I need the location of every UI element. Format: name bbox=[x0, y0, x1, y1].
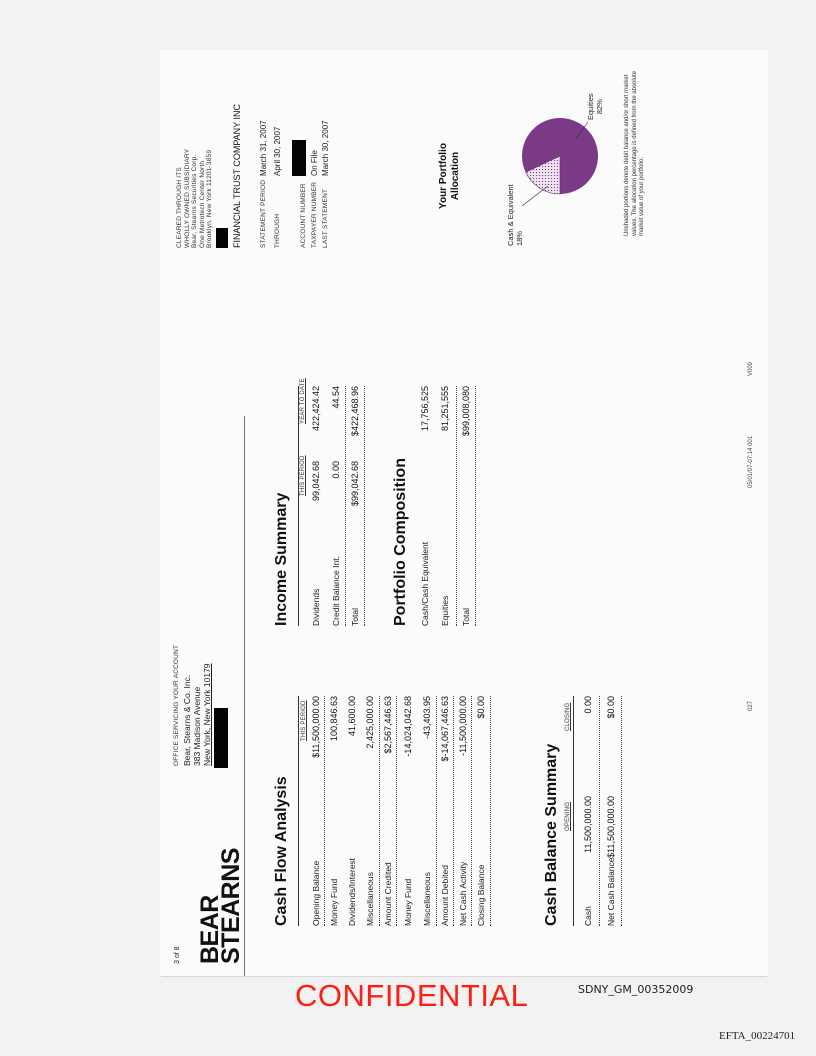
amount-debited-label: Amount Debited bbox=[440, 865, 450, 926]
net-cash-opening-value: $11,500,000.00 bbox=[606, 796, 616, 858]
dotted-rule bbox=[453, 696, 454, 926]
cash-equivalent-label: Cash/Cash Equivalent bbox=[420, 541, 430, 626]
cash-balance-rule bbox=[573, 696, 574, 926]
account-number-label: ACCOUNT NUMBER bbox=[300, 183, 307, 248]
dotted-rule bbox=[490, 696, 491, 926]
opening-balance-label: Opening Balance bbox=[311, 860, 321, 926]
allocation-title-line-1: Your Portfolio bbox=[438, 143, 449, 209]
income-total-label: Total bbox=[350, 608, 360, 626]
clearing-line-1: CLEARED THROUGH ITS bbox=[176, 167, 183, 248]
dotted-rule bbox=[364, 386, 365, 626]
income-col-ytd: YEAR TO DATE bbox=[300, 378, 306, 424]
credit-interest-ytd: 44.54 bbox=[331, 386, 341, 409]
footer-code-mid: 05/01/07-07:14 001 bbox=[748, 435, 754, 488]
money-fund-credit-value: 100,846.63 bbox=[329, 696, 339, 742]
closing-balance-label: Closing Balance bbox=[476, 864, 486, 926]
money-fund-debit-value: -14,024,042.68 bbox=[403, 696, 413, 757]
efta-number: EFTA_00224701 bbox=[719, 1030, 796, 1042]
income-total-this-period: $99,042.68 bbox=[350, 461, 360, 507]
income-col-this-period: THIS PERIOD bbox=[300, 455, 306, 496]
allocation-title-line-2: Allocation bbox=[450, 151, 461, 201]
amount-credited-label: Amount Credited bbox=[383, 862, 393, 926]
allocation-title bbox=[438, 116, 462, 236]
cash-opening-value: 11,500,000.00 bbox=[583, 796, 593, 853]
opening-balance-value: $11,500,000.00 bbox=[311, 696, 321, 758]
statement-period-value: March 31, 2007 bbox=[259, 120, 268, 176]
taxpayer-number-value: On File bbox=[310, 150, 319, 176]
dividends-ytd: 422,424.42 bbox=[311, 386, 321, 432]
money-fund-credit-label: Money Fund bbox=[329, 878, 339, 926]
dividends-label: Dividends bbox=[311, 588, 321, 626]
last-statement-value: March 30, 2007 bbox=[321, 120, 330, 176]
client-name: FINANCIAL TRUST COMPANY INC bbox=[232, 103, 242, 248]
net-cash-activity-label: Net Cash Activity bbox=[458, 861, 468, 926]
dividends-interest-label: Dividends/Interest bbox=[347, 857, 357, 926]
equities-label: Equities bbox=[440, 595, 450, 626]
servicing-office-block bbox=[172, 645, 212, 766]
portfolio-total-label: Total bbox=[461, 608, 471, 626]
clearing-line-3: Bear, Stearns Securities Corp. bbox=[191, 154, 198, 248]
bates-number: SDNY_GM_00352009 bbox=[578, 983, 694, 996]
equities-legend-pct: 82% bbox=[595, 99, 604, 115]
dotted-rule bbox=[379, 696, 380, 926]
dotted-rule bbox=[345, 386, 346, 626]
net-cash-closing-value: $0.00 bbox=[606, 696, 616, 719]
cash-label: Cash bbox=[583, 906, 593, 926]
dotted-rule bbox=[475, 386, 476, 626]
dotted-rule bbox=[324, 696, 325, 926]
dotted-rule bbox=[396, 696, 397, 926]
bear-stearns-logo bbox=[196, 848, 245, 964]
cash-flow-title-rule bbox=[298, 696, 299, 926]
rotated-statement bbox=[160, 50, 768, 976]
redaction-box bbox=[214, 708, 228, 768]
logo-line-1: BEAR bbox=[196, 895, 224, 964]
cash-balance-col-opening: OPENING bbox=[565, 801, 571, 831]
income-title-rule bbox=[298, 386, 299, 626]
footer-code-left: 027 bbox=[748, 700, 754, 711]
cash-flow-col-this-period: THIS PERIOD bbox=[301, 700, 307, 741]
cash-balance-col-closing: CLOSING bbox=[565, 702, 571, 731]
allocation-footnote: Unshaded portions denote debit balance and/or short market values. The allocation percentage is defined from the absolute market value of your portfolio. bbox=[624, 71, 645, 236]
office-line-2: 383 Madison Avenue bbox=[192, 686, 202, 766]
dividends-interest-value: 41,600.00 bbox=[347, 696, 357, 737]
clearing-firm-block bbox=[176, 149, 214, 248]
office-heading: OFFICE SERVICING YOUR ACCOUNT bbox=[173, 644, 180, 766]
through-label: THROUGH bbox=[274, 213, 281, 248]
last-statement-label: LAST STATEMENT bbox=[322, 188, 329, 248]
cash-legend-pct: 18% bbox=[515, 230, 524, 246]
equities-legend bbox=[586, 93, 604, 120]
equities-legend-label: Equities bbox=[586, 93, 595, 120]
income-summary-title: Income Summary bbox=[273, 492, 290, 626]
dotted-rule bbox=[599, 696, 600, 926]
dotted-rule bbox=[436, 696, 437, 926]
page-number: 3 of 8 bbox=[174, 946, 181, 964]
credit-balance-interest-label: Credit Balance Int. bbox=[331, 556, 341, 626]
misc-credit-label: Miscellaneous bbox=[365, 872, 375, 926]
clearing-line-5: Brooklyn, New York 11201-3859 bbox=[206, 149, 213, 248]
office-line-1: Bear, Stearns & Co. Inc. bbox=[182, 674, 192, 766]
amount-debited-value: $-14,067,446.63 bbox=[440, 696, 450, 762]
income-total-ytd: $422,468.96 bbox=[350, 386, 360, 437]
cash-closing-value: 0.00 bbox=[583, 696, 593, 714]
portfolio-total-value: $99,008,080 bbox=[461, 386, 471, 437]
dividends-this-period: 99,042.68 bbox=[311, 461, 321, 502]
misc-debit-label: Miscellaneous bbox=[422, 872, 432, 926]
office-line-3: New York, New York 10179 bbox=[202, 663, 212, 766]
amount-credited-value: $2,567,446.63 bbox=[383, 696, 393, 754]
credit-interest-this-period: 0.00 bbox=[331, 461, 341, 479]
dotted-rule bbox=[456, 386, 457, 626]
cash-legend-label: Cash & Equivalent bbox=[506, 184, 515, 246]
portfolio-composition-title: Portfolio Composition bbox=[392, 458, 409, 626]
statement-period-label: STATEMENT PERIOD bbox=[260, 179, 267, 248]
net-cash-activity-value: -11,500,000.00 bbox=[458, 696, 468, 756]
cash-legend bbox=[506, 184, 524, 246]
clearing-line-2: WHOLLY OWNED SUBSIDIARY bbox=[183, 148, 191, 248]
closing-balance-value: $0.00 bbox=[476, 696, 486, 719]
dotted-rule bbox=[471, 696, 472, 926]
cash-leader-line bbox=[522, 186, 548, 206]
cash-equivalent-value: 17,756,525 bbox=[420, 386, 430, 432]
cash-balance-title: Cash Balance Summary bbox=[543, 743, 560, 926]
redaction-box bbox=[292, 140, 306, 176]
redaction-box bbox=[216, 228, 228, 248]
misc-credit-value: 2,425,000.00 bbox=[365, 696, 375, 749]
footer-code-right: V009 bbox=[748, 361, 754, 376]
net-cash-balance-label: Net Cash Balance bbox=[606, 857, 616, 926]
confidential-stamp: CONFIDENTIAL bbox=[295, 978, 529, 1013]
taxpayer-number-label: TAXPAYER NUMBER bbox=[311, 181, 318, 248]
misc-debit-value: -43,403.95 bbox=[422, 696, 432, 740]
page-bottom-edge bbox=[161, 976, 767, 977]
dotted-rule bbox=[621, 696, 622, 926]
cash-flow-title: Cash Flow Analysis bbox=[273, 776, 290, 926]
equities-value: 81,251,555 bbox=[440, 386, 450, 432]
through-value: April 30, 2007 bbox=[273, 126, 282, 176]
header-rule bbox=[244, 416, 245, 976]
money-fund-debit-label: Money Fund bbox=[403, 878, 413, 926]
clearing-line-4: One Metrotech Center North bbox=[198, 160, 206, 248]
logo-line-2: STEARNS bbox=[217, 848, 245, 964]
